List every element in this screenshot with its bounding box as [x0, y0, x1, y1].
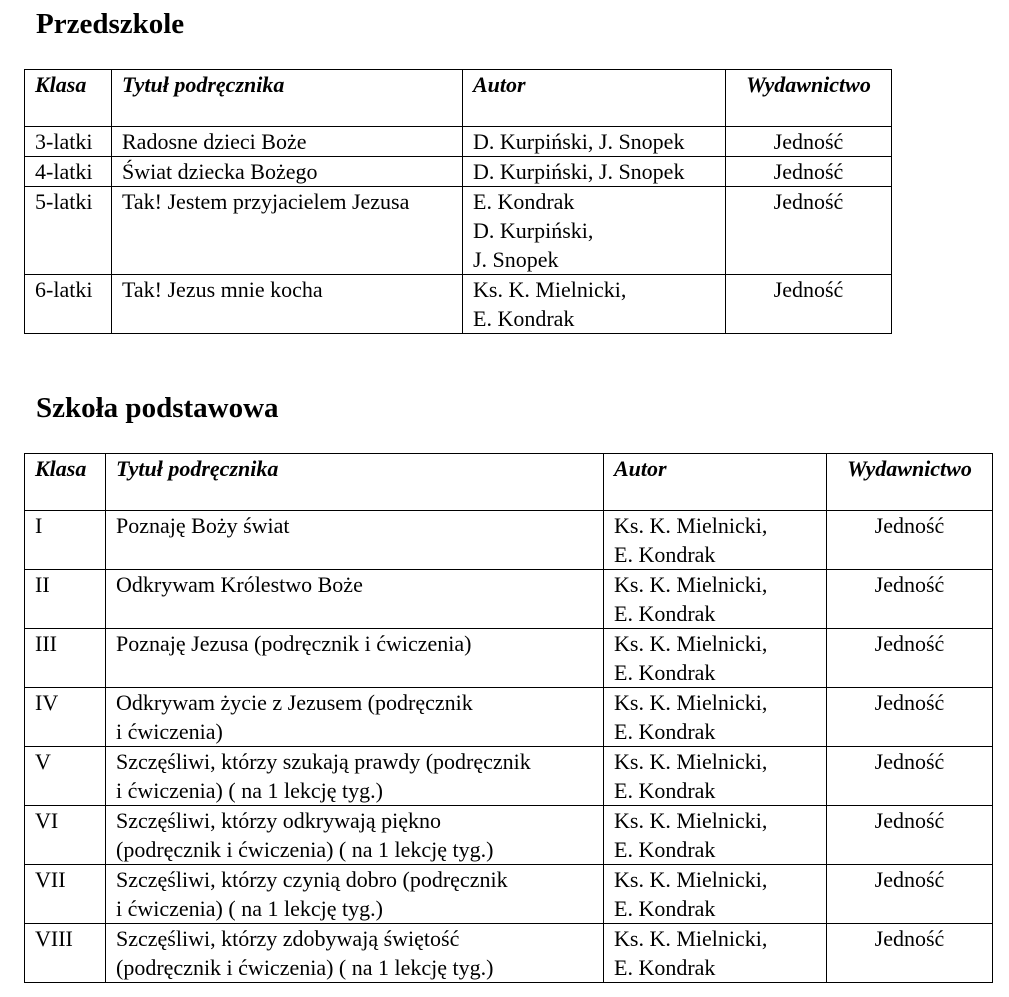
cell-klasa: VIII [25, 924, 106, 983]
header-autor: Autor [463, 70, 726, 127]
cell-line: E. Kondrak [614, 542, 716, 567]
cell-line: Ks. K. Mielnicki, [614, 572, 768, 597]
cell-tytul [106, 924, 604, 983]
cell-klasa: 3-latki [25, 127, 112, 157]
table-header-row [25, 454, 993, 511]
cell-line: E. Kondrak [614, 778, 716, 803]
cell-line: E. Kondrak [614, 896, 716, 921]
cell-autor [604, 806, 827, 865]
cell-tytul [112, 187, 463, 275]
cell-line: E. Kondrak [614, 837, 716, 862]
cell-line: i ćwiczenia) [116, 719, 223, 744]
cell-line: Ks. K. Mielnicki, [473, 277, 627, 302]
table-row [25, 747, 993, 806]
cell-line: Ks. K. Mielnicki, [614, 808, 768, 833]
cell-line: E. Kondrak [614, 601, 716, 626]
cell-line: Szczęśliwi, którzy odkrywają piękno [116, 808, 442, 833]
cell-line: Odkrywam Królestwo Boże [116, 572, 363, 597]
cell-tytul [106, 570, 604, 629]
cell-line: i ćwiczenia) ( na 1 lekcję tyg.) [116, 778, 383, 803]
header-autor: Autor [604, 454, 827, 511]
cell-wydawnictwo: Jedność [827, 747, 993, 806]
cell-wydawnictwo: Jedność [726, 275, 892, 334]
cell-autor [604, 511, 827, 570]
cell-autor [604, 688, 827, 747]
cell-klasa: V [25, 747, 106, 806]
cell-line: (podręcznik i ćwiczenia) ( na 1 lekcję tyg.) [116, 837, 494, 862]
cell-line: D. Kurpiński, J. Snopek [473, 159, 685, 184]
cell-line: Ks. K. Mielnicki, [614, 749, 768, 774]
header-klasa: Klasa [25, 454, 106, 511]
cell-line: (podręcznik i ćwiczenia) ( na 1 lekcję tyg.) [116, 955, 494, 980]
cell-wydawnictwo: Jedność [726, 157, 892, 187]
cell-klasa: II [25, 570, 106, 629]
cell-line: Ks. K. Mielnicki, [614, 690, 768, 715]
cell-autor [604, 924, 827, 983]
cell-line: D. Kurpiński, [473, 218, 594, 243]
cell-wydawnictwo: Jedność [827, 865, 993, 924]
cell-line: E. Kondrak [614, 955, 716, 980]
cell-line: E. Kondrak [473, 189, 575, 214]
header-tytul: Tytuł podręcznika [112, 70, 463, 127]
header-tytul: Tytuł podręcznika [106, 454, 604, 511]
table-row [25, 688, 993, 747]
cell-klasa: 5-latki [25, 187, 112, 275]
cell-tytul [106, 511, 604, 570]
cell-line: Ks. K. Mielnicki, [614, 513, 768, 538]
header-klasa: Klasa [25, 70, 112, 127]
cell-line: i ćwiczenia) ( na 1 lekcję tyg.) [116, 896, 383, 921]
cell-line: E. Kondrak [614, 660, 716, 685]
cell-klasa: 6-latki [25, 275, 112, 334]
header-wydawnictwo: Wydawnictwo [827, 454, 993, 511]
cell-line: Poznaję Boży świat [116, 513, 290, 538]
cell-klasa: 4-latki [25, 157, 112, 187]
cell-line: J. Snopek [473, 247, 559, 272]
cell-wydawnictwo: Jedność [827, 511, 993, 570]
cell-tytul [106, 747, 604, 806]
cell-klasa: IV [25, 688, 106, 747]
cell-wydawnictwo: Jedność [827, 806, 993, 865]
cell-tytul [106, 629, 604, 688]
cell-wydawnictwo: Jedność [726, 187, 892, 275]
cell-wydawnictwo: Jedność [827, 924, 993, 983]
cell-autor [604, 629, 827, 688]
cell-line: Ks. K. Mielnicki, [614, 926, 768, 951]
cell-tytul [112, 157, 463, 187]
cell-line: D. Kurpiński, J. Snopek [473, 129, 685, 154]
cell-autor [463, 275, 726, 334]
cell-line: Odkrywam życie z Jezusem (podręcznik [116, 690, 473, 715]
cell-autor [604, 570, 827, 629]
preschool-title: Przedszkole [36, 8, 185, 40]
cell-line: E. Kondrak [473, 306, 575, 331]
cell-wydawnictwo: Jedność [827, 629, 993, 688]
cell-klasa: III [25, 629, 106, 688]
cell-line: Radosne dzieci Boże [122, 129, 307, 154]
cell-autor [463, 157, 726, 187]
cell-tytul [112, 275, 463, 334]
table-row [25, 865, 993, 924]
cell-klasa: I [25, 511, 106, 570]
primary-table [24, 453, 993, 983]
cell-tytul [106, 806, 604, 865]
table-row [25, 511, 993, 570]
table-row [25, 924, 993, 983]
cell-line: E. Kondrak [614, 719, 716, 744]
cell-autor [463, 187, 726, 275]
cell-line: Szczęśliwi, którzy szukają prawdy (podręcznik [116, 749, 531, 774]
cell-line: Szczęśliwi, którzy czynią dobro (podręcznik [116, 867, 508, 892]
primary-title: Szkoła podstawowa [36, 392, 279, 424]
cell-wydawnictwo: Jedność [827, 688, 993, 747]
cell-line: Poznaję Jezusa (podręcznik i ćwiczenia) [116, 631, 472, 656]
cell-tytul [106, 865, 604, 924]
table-row [25, 127, 892, 157]
table-row [25, 570, 993, 629]
cell-line: Tak! Jestem przyjacielem Jezusa [122, 189, 410, 214]
cell-tytul [112, 127, 463, 157]
cell-line: Świat dziecka Bożego [122, 159, 318, 184]
cell-tytul [106, 688, 604, 747]
table-row [25, 275, 892, 334]
table-row [25, 187, 892, 275]
cell-line: Ks. K. Mielnicki, [614, 867, 768, 892]
table-row [25, 629, 993, 688]
cell-autor [604, 747, 827, 806]
cell-line: Tak! Jezus mnie kocha [122, 277, 323, 302]
cell-wydawnictwo: Jedność [827, 570, 993, 629]
cell-line: Szczęśliwi, którzy zdobywają świętość [116, 926, 460, 951]
table-row [25, 806, 993, 865]
table-row [25, 157, 892, 187]
preschool-table [24, 69, 892, 334]
cell-wydawnictwo: Jedność [726, 127, 892, 157]
cell-autor [463, 127, 726, 157]
cell-line: Ks. K. Mielnicki, [614, 631, 768, 656]
table-header-row [25, 70, 892, 127]
cell-autor [604, 865, 827, 924]
cell-klasa: VII [25, 865, 106, 924]
header-wydawnictwo: Wydawnictwo [726, 70, 892, 127]
cell-klasa: VI [25, 806, 106, 865]
